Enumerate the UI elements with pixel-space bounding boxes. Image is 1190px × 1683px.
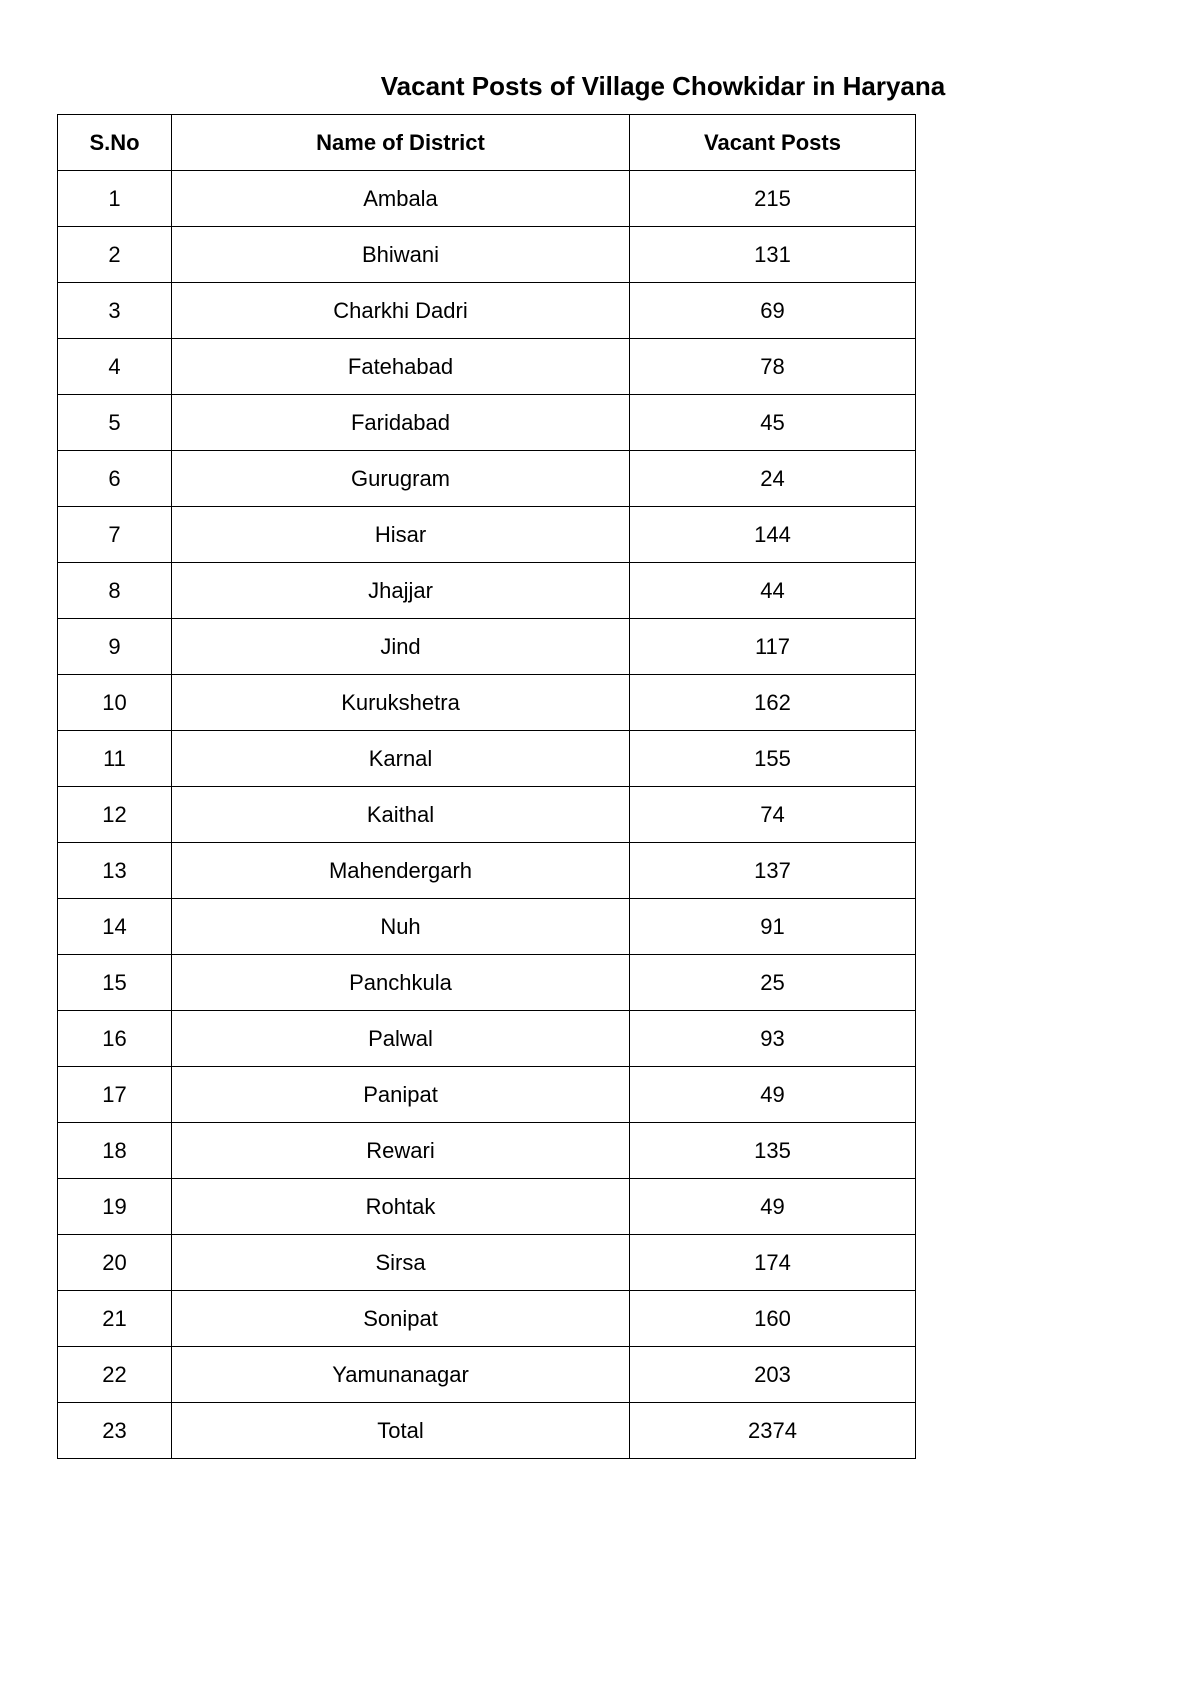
table-row: [58, 1123, 916, 1179]
table-row: [58, 395, 916, 451]
cell-district: Kaithal: [172, 787, 630, 843]
cell-vacant-posts: 144: [630, 507, 916, 563]
cell-sno: 20: [58, 1235, 172, 1291]
cell-vacant-posts: 137: [630, 843, 916, 899]
cell-district: Panchkula: [172, 955, 630, 1011]
cell-vacant-posts: 203: [630, 1347, 916, 1403]
cell-vacant-posts: 45: [630, 395, 916, 451]
column-header-sno: S.No: [58, 115, 172, 171]
table-row: [58, 731, 916, 787]
cell-vacant-posts: 215: [630, 171, 916, 227]
table-row: [58, 563, 916, 619]
cell-vacant-posts: 44: [630, 563, 916, 619]
cell-sno: 6: [58, 451, 172, 507]
table-row: [58, 1011, 916, 1067]
table-row: [58, 227, 916, 283]
cell-vacant-posts: 74: [630, 787, 916, 843]
column-header-district: Name of District: [172, 115, 630, 171]
cell-district: Total: [172, 1403, 630, 1459]
cell-vacant-posts: 93: [630, 1011, 916, 1067]
cell-vacant-posts: 162: [630, 675, 916, 731]
cell-vacant-posts: 155: [630, 731, 916, 787]
cell-district: Palwal: [172, 1011, 630, 1067]
vacant-posts-table: [57, 114, 916, 1459]
cell-district: Ambala: [172, 171, 630, 227]
table-row: [58, 619, 916, 675]
cell-district: Rohtak: [172, 1179, 630, 1235]
cell-sno: 9: [58, 619, 172, 675]
cell-district: Rewari: [172, 1123, 630, 1179]
table-row: [58, 675, 916, 731]
cell-district: Gurugram: [172, 451, 630, 507]
table-row: [58, 955, 916, 1011]
cell-district: Jind: [172, 619, 630, 675]
cell-vacant-posts: 49: [630, 1067, 916, 1123]
cell-district: Panipat: [172, 1067, 630, 1123]
table-row: [58, 1235, 916, 1291]
cell-district: Karnal: [172, 731, 630, 787]
table-row: [58, 1291, 916, 1347]
cell-vacant-posts: 24: [630, 451, 916, 507]
cell-sno: 1: [58, 171, 172, 227]
page-title-row: [57, 66, 1190, 106]
cell-sno: 17: [58, 1067, 172, 1123]
table-header-row: [58, 115, 916, 171]
cell-vacant-posts: 25: [630, 955, 916, 1011]
cell-sno: 21: [58, 1291, 172, 1347]
cell-sno: 10: [58, 675, 172, 731]
table-row: [58, 339, 916, 395]
cell-district: Bhiwani: [172, 227, 630, 283]
cell-vacant-posts: 49: [630, 1179, 916, 1235]
table-row: [58, 843, 916, 899]
cell-vacant-posts: 78: [630, 339, 916, 395]
cell-district: Yamunanagar: [172, 1347, 630, 1403]
cell-sno: 15: [58, 955, 172, 1011]
cell-vacant-posts: 160: [630, 1291, 916, 1347]
cell-district: Sonipat: [172, 1291, 630, 1347]
cell-district: Jhajjar: [172, 563, 630, 619]
cell-vacant-posts: 69: [630, 283, 916, 339]
cell-district: Sirsa: [172, 1235, 630, 1291]
table-row: [58, 1179, 916, 1235]
table-row: [58, 283, 916, 339]
cell-district: Faridabad: [172, 395, 630, 451]
cell-district: Fatehabad: [172, 339, 630, 395]
table-row: [58, 171, 916, 227]
cell-sno: 19: [58, 1179, 172, 1235]
column-header-vacant-posts: Vacant Posts: [630, 115, 916, 171]
cell-district: Nuh: [172, 899, 630, 955]
cell-sno: 16: [58, 1011, 172, 1067]
cell-district: Charkhi Dadri: [172, 283, 630, 339]
cell-district: Mahendergarh: [172, 843, 630, 899]
cell-vacant-posts: 131: [630, 227, 916, 283]
cell-sno: 11: [58, 731, 172, 787]
cell-sno: 3: [58, 283, 172, 339]
cell-sno: 2: [58, 227, 172, 283]
table-row: [58, 899, 916, 955]
cell-sno: 18: [58, 1123, 172, 1179]
cell-sno: 13: [58, 843, 172, 899]
cell-vacant-posts: 2374: [630, 1403, 916, 1459]
table-row: [58, 507, 916, 563]
table-row-total: [58, 1403, 916, 1459]
cell-vacant-posts: 117: [630, 619, 916, 675]
table-row: [58, 451, 916, 507]
table-row: [58, 1347, 916, 1403]
cell-sno: 12: [58, 787, 172, 843]
cell-vacant-posts: 174: [630, 1235, 916, 1291]
cell-district: Kurukshetra: [172, 675, 630, 731]
cell-sno: 8: [58, 563, 172, 619]
cell-vacant-posts: 91: [630, 899, 916, 955]
table-row: [58, 1067, 916, 1123]
cell-sno: 5: [58, 395, 172, 451]
cell-sno: 4: [58, 339, 172, 395]
cell-sno: 23: [58, 1403, 172, 1459]
cell-sno: 22: [58, 1347, 172, 1403]
cell-sno: 14: [58, 899, 172, 955]
table-row: [58, 787, 916, 843]
page-title: Vacant Posts of Village Chowkidar in Haryana: [380, 71, 946, 101]
cell-vacant-posts: 135: [630, 1123, 916, 1179]
cell-district: Hisar: [172, 507, 630, 563]
cell-sno: 7: [58, 507, 172, 563]
